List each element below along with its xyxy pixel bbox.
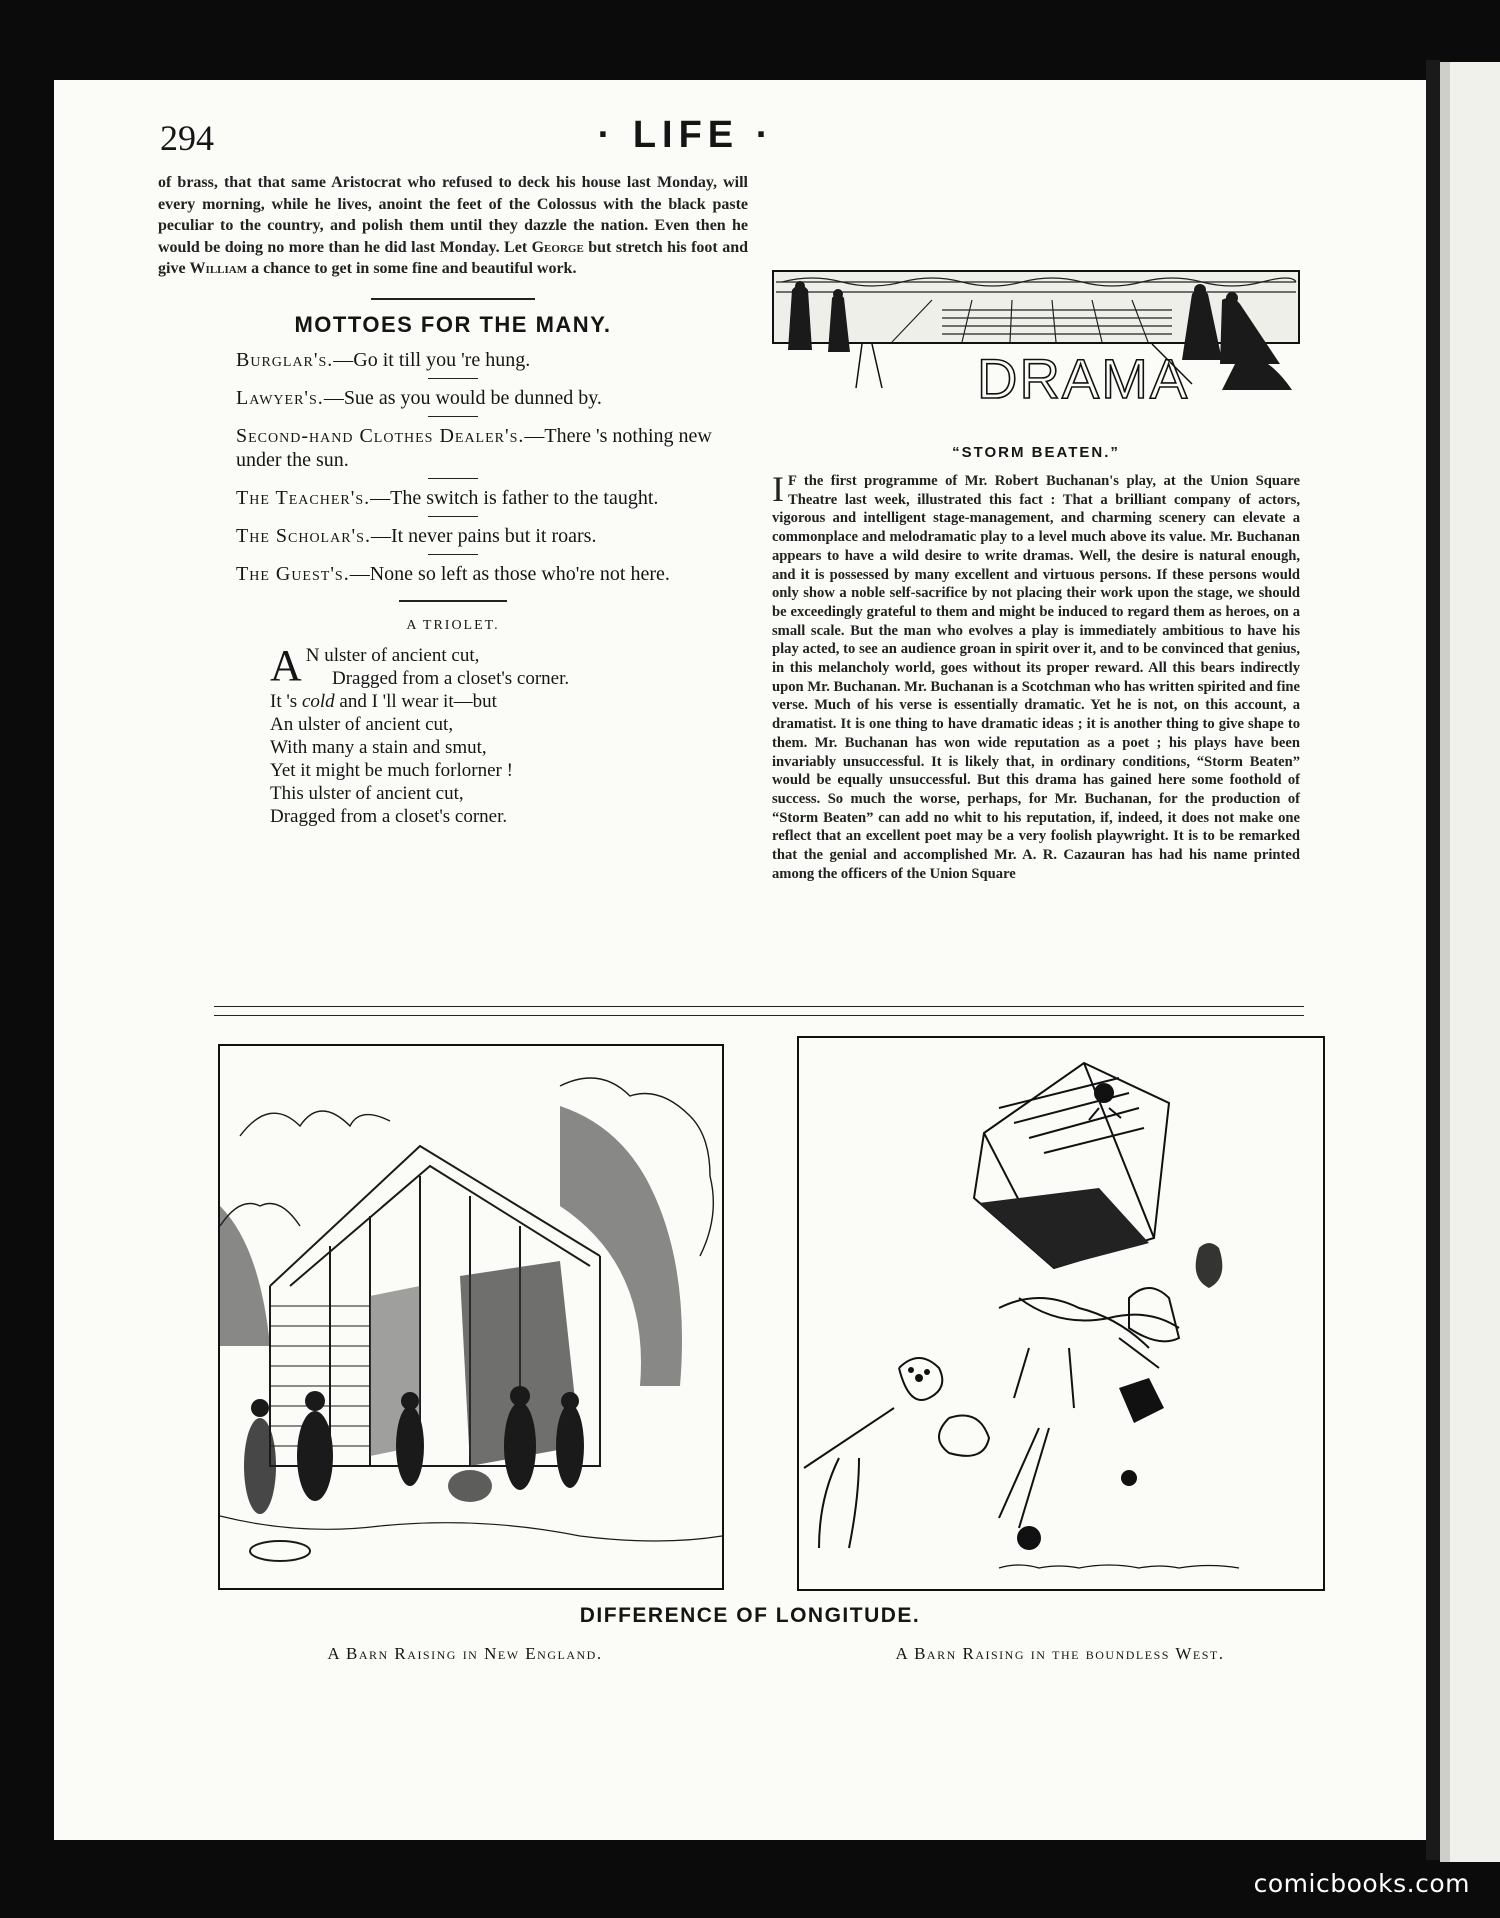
book-spine xyxy=(1426,60,1440,1860)
mottoes-title: MOTTOES FOR THE MANY. xyxy=(294,311,612,337)
motto-rule xyxy=(158,510,748,524)
triolet-title: A TRIOLET. xyxy=(406,617,500,633)
motto-teacher: The Teacher's.—The switch is father to the taught. xyxy=(236,486,659,509)
left-column xyxy=(158,172,748,828)
storm-beaten-title: “STORM BEATEN.” xyxy=(952,444,1120,461)
drama-review-paragraph: I F the first programme of Mr. Robert Buchanan's play, at the Union Square Theatre last week, illustrated this fact : That a brilliant company of actors, vigorous and intelligent stage-management, and charming scenery can elevate a commonplace and melodramatic play to a level much above its value. Mr. Buchanan appears to have a wild desire to write dramas. Well, the desire is natural enough, and it is possessed by many excellent and virtuous persons. If these persons would only show a noble self-sacrifice by not placing their work upon the stage, we should be exceedingly grateful to them and might be induced to regard them as heroes, on a small scale. But the man who evolves a play is immediately ambitious to have his play acted, to see an audience groan in spirit over it, and to be convinced that genius, in this melancholy world, goes without its proper reward. All this bears indirectly upon Mr. Buchanan. Mr. Buchanan is a Scotchman who has written spirited and fine verse. Much of his verse is essentially dramatic. Yet he is not, on this account, a dramatist. It is one thing to have dramatic ideas ; it is another thing to give shape to them. Mr. Buchanan has won wide reputation as a poet ; his plays have been invariably unsuccessful. It is likely that, in ordinary conditions, “Storm Beaten” would be equally unsuccessful. But this drama has gained here some foothold of success. So much the worse, perhaps, for Mr. Buchanan, for the production of “Storm Beaten” can add no whit to his reputation, if, indeed, it does not make one reflect that an excellent poet may be a very foolish playwright. It is to be remarked that the genial and accomplished Mr. A. R. Cazauran has had his name printed among the officers of the Union Square xyxy=(772,469,1300,882)
poem-line: It 's cold and I 'll wear it—but xyxy=(270,690,497,712)
site-watermark: comicbooks.com xyxy=(1253,1869,1470,1898)
drop-cap: I xyxy=(772,469,784,509)
double-rule-divider xyxy=(214,1006,1304,1016)
motto-rule xyxy=(158,372,748,386)
cartoon-title: DIFFERENCE OF LONGITUDE. xyxy=(579,1604,921,1627)
page-number: 294 xyxy=(160,118,214,158)
drop-cap: A xyxy=(270,640,302,690)
motto-rule xyxy=(158,410,748,424)
section-divider xyxy=(399,600,507,602)
caption-boundless-west: A Barn Raising in the boundless West. xyxy=(895,1644,1225,1663)
poem-line: N ulster of ancient cut, xyxy=(305,644,480,666)
motto-rule xyxy=(158,548,748,562)
motto-burglar: Burglar's.—Go it till you 're hung. xyxy=(236,348,531,371)
motto-rule xyxy=(158,472,748,486)
masthead: · LIFE · xyxy=(597,114,775,156)
drama-banner-illustration xyxy=(772,270,1300,420)
poem-line: Yet it might be much forlorner ! xyxy=(270,759,513,781)
intro-paragraph: of brass, that that same Aristocrat who refused to deck his house last Monday, will every morning, while he lives, anoint the feet of the Colossus with the black paste peculiar to the country, and polish them until they dazzle the nation. Even then he would be doing no more than he did last Monday. Let George but stretch his foot and give William a chance to get in some fine and beautiful work. xyxy=(158,174,748,277)
poem-line: An ulster of ancient cut, xyxy=(270,713,454,735)
motto-scholar: The Scholar's.—It never pains but it roars. xyxy=(236,524,597,547)
poem-line: Dragged from a closet's corner. xyxy=(332,667,570,689)
section-divider xyxy=(371,298,535,300)
motto-guest: The Guest's.—None so left as those who're not here. xyxy=(236,562,670,585)
barn-boundless-west-illustration xyxy=(797,1036,1325,1591)
poem-line: Dragged from a closet's corner. xyxy=(270,805,508,827)
triolet-poem xyxy=(270,640,748,828)
motto-clothes-dealer: Second-hand Clothes Dealer's.—There 's nothing new under the sun. xyxy=(236,424,712,471)
caption-new-england: A Barn Raising in New England. xyxy=(327,1644,603,1663)
barn-new-england-illustration xyxy=(218,1044,724,1590)
motto-lawyer: Lawyer's.—Sue as you would be dunned by. xyxy=(236,386,602,409)
poem-line: This ulster of ancient cut, xyxy=(270,782,464,804)
poem-line: With many a stain and smut, xyxy=(270,736,487,758)
drama-banner-word: DRAMA xyxy=(977,347,1190,410)
next-page-edge xyxy=(1440,62,1500,1862)
